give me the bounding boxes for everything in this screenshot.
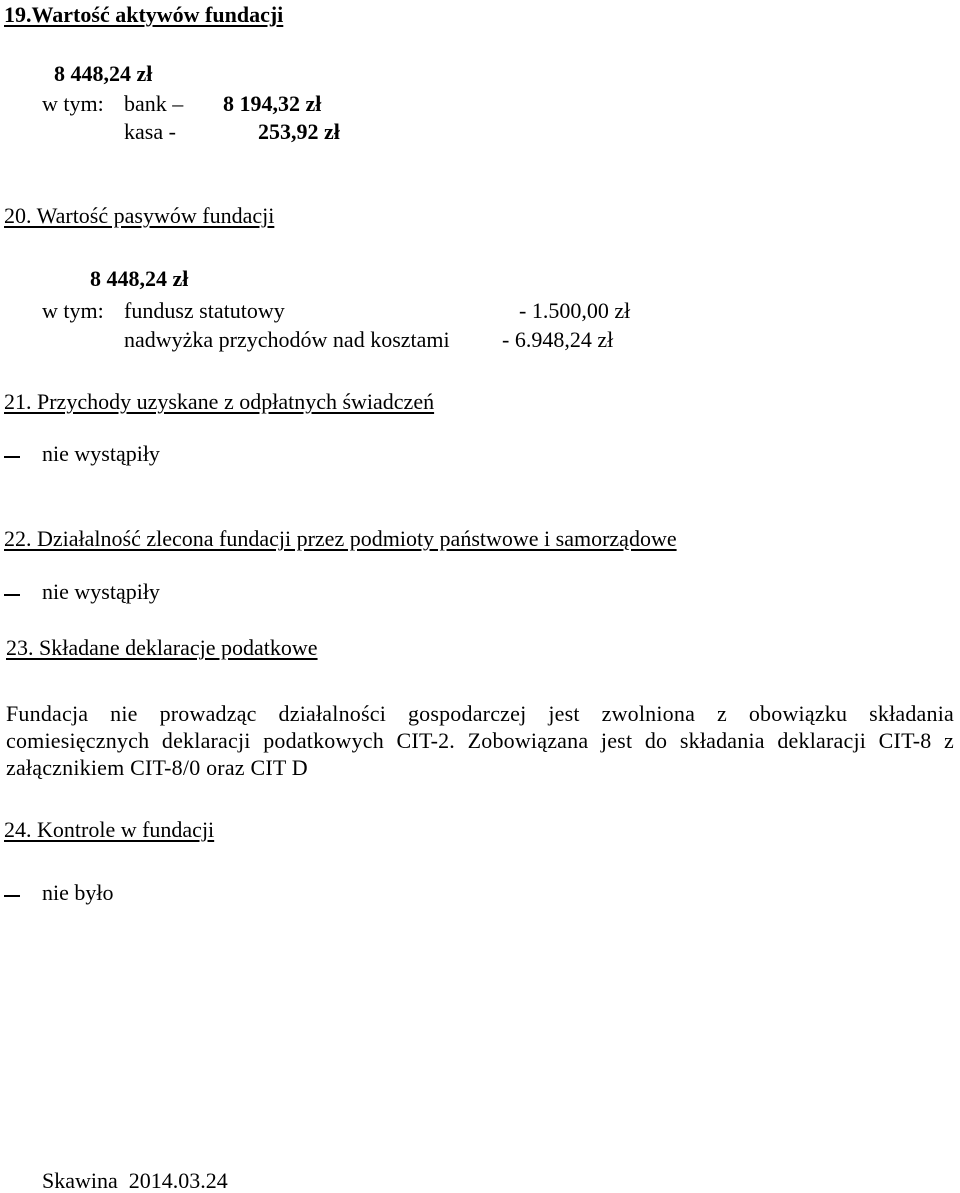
place-and-date: Skawina 2014.03.24	[42, 1168, 228, 1193]
liabilities-surplus-label: nadwyżka przychodów nad kosztami	[124, 327, 450, 352]
list-bullet-dash	[4, 895, 20, 897]
liabilities-fund-value: - 1.500,00 zł	[519, 298, 631, 323]
list-bullet-dash	[4, 456, 20, 458]
assets-kasa-value: 253,92 zł	[258, 119, 340, 144]
section-20-heading: 20. Wartość pasywów fundacji	[4, 203, 275, 228]
assets-bank-label: bank –	[124, 91, 184, 116]
assets-bank-value: 8 194,32 zł	[223, 91, 322, 116]
assets-kasa-label: kasa -	[124, 119, 176, 144]
liabilities-fund-label: fundusz statutowy	[124, 298, 285, 323]
section-22-heading: 22. Działalność zlecona fundacji przez podmioty państwowe i samorządowe	[4, 526, 677, 551]
liabilities-surplus-value: - 6.948,24 zł	[502, 327, 614, 352]
liabilities-breakdown-prefix: w tym:	[42, 298, 104, 323]
section-21-heading: 21. Przychody uzyskane z odpłatnych świadczeń	[4, 389, 435, 414]
liabilities-total: 8 448,24 zł	[90, 266, 189, 291]
section-24-heading: 24. Kontrole w fundacji	[4, 817, 215, 842]
section-19-heading: 19.Wartość aktywów fundacji	[4, 2, 284, 27]
assets-total: 8 448,24 zł	[54, 61, 153, 86]
list-bullet-dash	[4, 594, 20, 596]
section-21-item: nie wystąpiły	[42, 441, 160, 466]
section-22-item: nie wystąpiły	[42, 579, 160, 604]
section-24-item: nie było	[42, 880, 114, 905]
section-23-paragraph: Fundacja nie prowadząc działalności gospodarczej jest zwolniona z obowiązku składania comiesięcznych deklaracji podatkowych CIT-2. Zobowiązana jest do składania deklaracji CIT-8 z załącznikiem CIT-8/0 oraz CIT D	[6, 701, 954, 780]
section-23-heading: 23. Składane deklaracje podatkowe	[6, 635, 318, 660]
assets-breakdown-prefix: w tym:	[42, 91, 104, 116]
